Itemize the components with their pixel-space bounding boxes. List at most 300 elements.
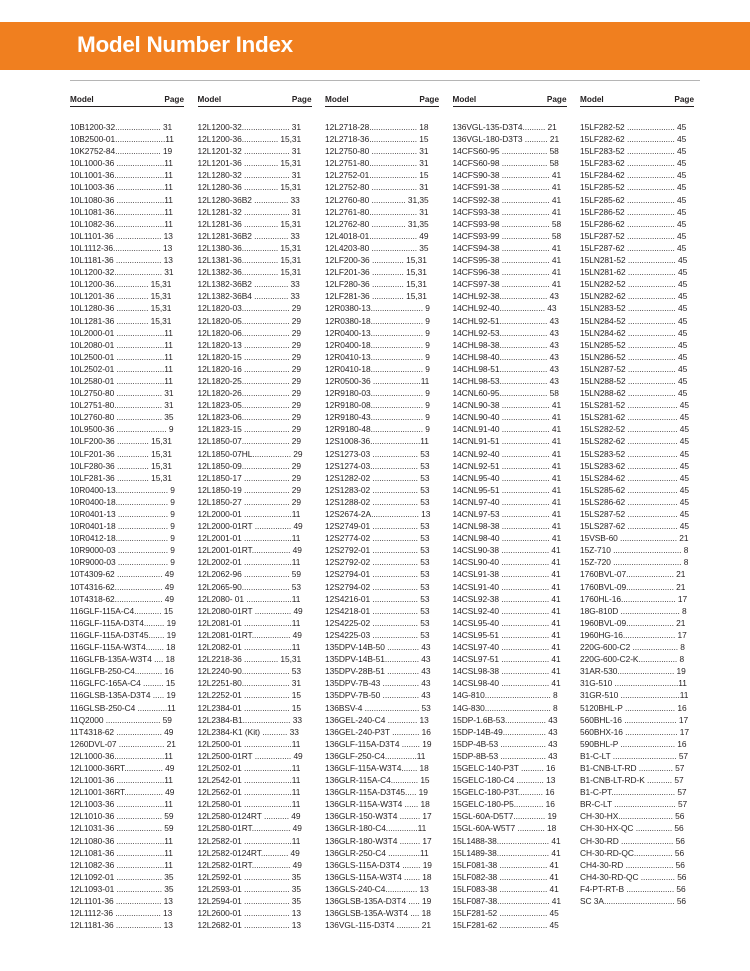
index-entry: 10L9500-36 ...................... 9	[70, 424, 174, 435]
index-entry: 12L2002-01 .....................11	[197, 557, 301, 568]
index-entry: 15LF286-52 ..................... 45	[580, 206, 687, 217]
index-entry: 12L1380-36................ 15,31	[197, 242, 302, 253]
index-entry: 12L2384-K1 (Kit) ........... 33	[197, 726, 299, 737]
index-entry: 11Q2000 ........................ 59	[70, 714, 172, 725]
column-header	[198, 93, 312, 107]
index-entry: 12L1820-03..................... 29	[197, 303, 302, 314]
index-entry: 10L1001-36......................11	[70, 170, 173, 181]
index-entry: 10L1281-36 .............. 15,31	[70, 315, 172, 326]
index-entry: 12L1382-36B2 ............... 33	[197, 279, 300, 290]
index-entry: 14CSL97-51 ..................... 41	[452, 654, 561, 665]
index-column	[70, 93, 184, 931]
index-entry: B1-C-LT ............................ 57	[580, 750, 689, 761]
index-entry: 136GLSB-135A-W3T4 .... 18	[325, 908, 431, 919]
index-entry: 14CHL98-53..................... 43	[452, 375, 559, 386]
index-entry: 15LS286-62 ...................... 45	[580, 496, 689, 507]
index-entry: 12L1000-36RT................. 49	[70, 762, 175, 773]
index-entry: 12L1080-36 .....................11	[70, 835, 173, 846]
index-entry: 10K2752-84.................... 19	[70, 146, 173, 157]
index-entry: 15GL-60A-D5T7.............. 19	[452, 811, 557, 822]
index-entry: 15LF285-62 ..................... 45	[580, 194, 687, 205]
index-entry: 12S1282-02 .................... 53	[325, 472, 430, 483]
index-entry: 136GEL-240-C4 ............. 13	[325, 714, 429, 725]
page-heading: Page	[674, 95, 694, 104]
index-entry: 12L1281-32 .................... 31	[197, 206, 302, 217]
index-entry: 12L1001-36RT................. 49	[70, 787, 175, 798]
index-entry: 15LN281-52 ..................... 45	[580, 255, 688, 266]
index-entry: CH4-30-RD-QC ............... 56	[580, 871, 687, 882]
index-entry: 12R9180-43....................... 9	[325, 412, 430, 423]
index-entry: 14CNL98-40 ..................... 41	[452, 533, 562, 544]
index-entry: 136GLF-250-C4..............11	[325, 750, 426, 761]
index-entry: 136VGL-180-D3T3 .......... 21	[452, 134, 560, 145]
index-entry: 14CNL91-40 ..................... 41	[452, 424, 562, 435]
index-entry: 10L1081-36......................11	[70, 206, 173, 217]
index-entry: 12L1820-15 .................... 29	[197, 351, 302, 362]
index-entry: 12L1382-36B4 ............... 33	[197, 291, 300, 302]
index-entry: 15LF281-52 ..................... 45	[452, 908, 559, 919]
index-entry: 1760HL-16........................ 17	[580, 593, 688, 604]
index-entry: 15LS287-62 ...................... 45	[580, 521, 689, 532]
index-entry: 12L2000-01RT ................ 49	[197, 521, 303, 532]
index-entry: 15L1488-38....................... 41	[452, 835, 561, 846]
index-entry: 12L1850-27 .................... 29	[197, 496, 302, 507]
index-entry: 10L2500-01 .....................11	[70, 351, 173, 362]
index-entry: 10L2751-80..................... 31	[70, 400, 174, 411]
index-entry: 15DP-1.6B-53.................. 43	[452, 714, 558, 725]
index-entry: 14CNL91-51 ..................... 41	[452, 436, 562, 447]
index-entry: 12L1031-36 .................... 59	[70, 823, 174, 834]
index-entry: 10L1080-36 .....................11	[70, 194, 173, 205]
index-entry: 12L2594-01 .................... 35	[197, 896, 302, 906]
index-entry: 14CFS93-98 ..................... 58	[452, 218, 562, 229]
index-entry: 10LF280-36 .............. 15,31	[70, 460, 172, 471]
index-entry: 12L2718-28..................... 18	[325, 122, 429, 132]
index-entry: 14CNL95-51 ..................... 41	[452, 484, 562, 495]
page-title: Model Number Index	[77, 32, 293, 57]
index-entry: 12S2792-02 .................... 53	[325, 557, 430, 568]
index-entry: 220G-600-C2-K................. 8	[580, 654, 685, 665]
index-entry: 116GLFC-165A-C4 ......... 15	[70, 678, 176, 689]
index-entry: 31AR-530......................... 19	[580, 666, 686, 677]
index-entry: 12LF201-36 .............. 15,31	[325, 267, 427, 278]
index-entry: 15LS282-52 ...................... 45	[580, 424, 689, 435]
index-entry: 1260DVL-07 .................... 21	[70, 738, 176, 749]
index-entry: 15LF087-38....................... 41	[452, 896, 562, 906]
index-entry: 5120BHL-P ...................... 16	[580, 702, 687, 713]
index-entry: 10L2760-80 .................... 35	[70, 412, 174, 423]
index-entry: 116GLFB-250-C4............ 16	[70, 666, 174, 677]
index-entry: 10B2500-01......................11	[70, 134, 174, 145]
index-entry: 12S4216-01 .................... 53	[325, 593, 430, 604]
index-entry: 12L1280-32 .................... 31	[197, 170, 302, 181]
index-entry: 136GLR-180-W3T4 ......... 17	[325, 835, 432, 846]
index-entry: 15LN287-52 ..................... 45	[580, 363, 688, 374]
index-entry: 136GLF-115A-W3T4....... 18	[325, 762, 429, 773]
index-entry: 12R0380-13....................... 9	[325, 303, 430, 314]
index-entry: 12L1200-32..................... 31	[197, 122, 302, 132]
index-entry: 135DPV-7B-43 ................ 43	[325, 678, 431, 689]
index-entry: 12L4018-01..................... 49	[325, 230, 429, 241]
index-entry: 12L2761-80..................... 31	[325, 206, 429, 217]
index-entry: 15DP-4B-53 .................... 43	[452, 738, 558, 749]
index-entry: 12L1281-36B2 ............... 33	[197, 230, 300, 241]
index-entry: 136GLR-250-C4 ..............11	[325, 847, 429, 858]
model-heading: Model	[325, 95, 349, 104]
index-entry: 12L1101-36 .................... 13	[70, 896, 173, 906]
index-entry: 12R0500-36 .....................11	[325, 375, 430, 386]
index-entry: 12R9180-03....................... 9	[325, 388, 430, 399]
index-entry: 12LF281-36 .............. 15,31	[325, 291, 427, 302]
index-entry: 14CHL92-40.................... 43	[452, 303, 557, 314]
index-entry: 12L1093-01 .................... 35	[70, 883, 174, 894]
model-heading: Model	[70, 95, 94, 104]
index-entry: 12LF200-36 .............. 15,31	[325, 255, 427, 266]
index-entry: 12L2251-80..................... 31	[197, 678, 302, 689]
index-entry: 10T4316-62..................... 49	[70, 581, 174, 592]
index-entry: 10L1082-36......................11	[70, 218, 173, 229]
index-entry: 116GLF-115A-W3T4........ 18	[70, 642, 176, 653]
index-entry: B1-C-PT............................ 57	[580, 787, 687, 798]
index-entry: 15LN282-62 ..................... 45	[580, 291, 688, 302]
index-entry: 15GELC-180-C4 ............ 13	[452, 775, 556, 786]
index-entry: 12L2760-80 ............... 31,35	[325, 194, 429, 205]
page-heading: Page	[291, 95, 312, 104]
index-entry: 10L2580-01 .....................11	[70, 375, 173, 386]
index-entry: 10L2080-01 .....................11	[70, 339, 173, 350]
index-entry: 12R9180-08....................... 9	[325, 400, 430, 411]
index-entry: 136GLSB-135A-D3T4 ..... 19	[325, 896, 432, 906]
index-entry: 116GLSB-135A-D3T4 ..... 19	[70, 690, 176, 701]
index-entry: 12L1820-25..................... 29	[197, 375, 302, 386]
column-header	[453, 93, 567, 107]
index-entry: 1760BVL-07..................... 21	[580, 569, 686, 580]
index-entry: 10R0401-18 ...................... 9	[70, 521, 175, 532]
column-header	[70, 93, 184, 107]
index-entry: 14CNL92-51 ..................... 41	[452, 460, 562, 471]
index-column	[580, 93, 694, 931]
index-entry: 31G-510 ............................11	[580, 678, 687, 689]
index-entry: 136VGL-135-D3T4.......... 21	[452, 122, 557, 132]
index-entry: 14CNL97-40 ..................... 41	[452, 496, 562, 507]
index-entry: 10L1200-36............... 15,31	[70, 279, 172, 290]
column-header	[325, 93, 439, 107]
index-entry: 12S2794-02 .................... 53	[325, 581, 430, 592]
index-entry: 116GLSB-250-C4 .............11	[70, 702, 176, 713]
index-entry: 12R0400-13....................... 9	[325, 327, 430, 338]
index-entry: 12L1823-15 .................... 29	[197, 424, 302, 435]
index-entry: 12L1382-36................ 15,31	[197, 267, 302, 278]
index-entry: 135DPV-14B-51............... 43	[325, 654, 431, 665]
index-entry: 116GLF-115A-D3T45....... 19	[70, 629, 176, 640]
index-entry: 14CFS93-38 ..................... 41	[452, 206, 562, 217]
index-entry: 12L2500-01 .....................11	[197, 738, 301, 749]
index-column	[453, 93, 567, 931]
index-entry: 15LF287-62 ..................... 45	[580, 242, 687, 253]
index-entry: 10R9000-03 ...................... 9	[70, 557, 175, 568]
index-entry: 12L1082-36 .....................11	[70, 859, 173, 870]
index-entry: 15LN282-52 ..................... 45	[580, 279, 688, 290]
index-entry: CH-30-RD-QC................. 56	[580, 847, 685, 858]
index-entry: 12L2384-01 .................... 15	[197, 702, 302, 713]
index-entry: 12L1200-36................ 15,31	[197, 134, 302, 145]
index-entry: 136GLR-115A-W3T4 ...... 18	[325, 799, 430, 810]
model-heading: Model	[197, 95, 222, 104]
index-entry: CH-30-HX-QC ................ 56	[580, 823, 684, 834]
index-entry: 12L2081-01 .....................11	[197, 617, 301, 628]
index-entry: 12S1008-36......................11	[325, 436, 429, 447]
index-entry: 136GLS-240-C4.............. 13	[325, 883, 429, 894]
index-entry: 12L2751-80..................... 31	[325, 158, 429, 169]
index-entry: 14CSL92-40 ..................... 41	[452, 605, 561, 616]
index-entry: 590BHL-P ........................ 16	[580, 738, 687, 749]
index-entry: 12L2580-0124RT ........... 49	[197, 811, 301, 822]
index-entry: 15GELC-140-P3T .......... 16	[452, 762, 556, 773]
index-entry: BR-C-LT ........................... 57	[580, 799, 688, 810]
index-entry: 116GLFB-135A-W3T4 .... 18	[70, 654, 175, 665]
index-entry: 12S2674-2A..................... 13	[325, 509, 431, 519]
index-entry: 10R9000-03 ...................... 9	[70, 545, 175, 556]
index-entry: SC 3A............................... 56	[580, 896, 687, 906]
index-entry: 12L2752-01..................... 15	[325, 170, 429, 181]
index-entry: 14CNL60-95..................... 58	[452, 388, 559, 399]
index-entry: B1-CNB-LT-RD ............... 57	[580, 762, 685, 773]
index-entry: 15LN286-52 ..................... 45	[580, 351, 688, 362]
index-entry: 10L1112-36..................... 13	[70, 242, 173, 253]
index-entry: 12L1823-05..................... 29	[197, 400, 302, 411]
index-entry: 116GLF-115A-D3T4......... 19	[70, 617, 176, 628]
index-entry: 15LF285-52 ..................... 45	[580, 182, 687, 193]
index-entry: CH-30-RD ....................... 56	[580, 835, 685, 846]
index-entry: 15LN288-62 ..................... 45	[580, 388, 688, 399]
index-entry: 10L2750-80 .................... 31	[70, 388, 174, 399]
index-entry: 15LF081-38 ..................... 41	[452, 859, 559, 870]
index-entry: 12L2592-01 .................... 35	[197, 871, 302, 882]
index-entry: 10B1200-32.................... 31	[70, 122, 173, 132]
index-entry: 12S4225-02 .................... 53	[325, 617, 430, 628]
index-entry: 14G-830............................. 8	[452, 702, 558, 713]
index-entry: 12L1280-36B2 ............... 33	[197, 194, 300, 205]
index-column	[325, 93, 439, 931]
index-entry: 14CHL92-51..................... 43	[452, 315, 559, 326]
index-entry: 12L2718-36..................... 15	[325, 134, 429, 145]
page-heading: Page	[164, 95, 184, 104]
index-entry: 136GLR-115A-C4............ 15	[325, 775, 430, 786]
index-entry: 12L1820-26..................... 29	[197, 388, 302, 399]
index-entry: 12L2001-01RT................. 49	[197, 545, 302, 556]
index-entry: B1-CNB-LT-RD-K ........... 57	[580, 775, 684, 786]
index-entry: 12L2542-01 .....................11	[197, 775, 301, 786]
index-entry: 10R0412-18....................... 9	[70, 533, 175, 544]
index-entry: 12L2562-01 .....................11	[197, 787, 301, 798]
index-entry: 14CSL97-40 ..................... 41	[452, 642, 561, 653]
index-entry: 15LF082-38 ..................... 41	[452, 871, 559, 882]
index-entry: 12L1001-36 .....................11	[70, 775, 173, 786]
index-entry: 10R0400-13....................... 9	[70, 484, 175, 495]
index-entry: 12L1850-09..................... 29	[197, 460, 302, 471]
model-heading: Model	[580, 95, 604, 104]
index-entry: 14CFS60-95 .................... 58	[452, 146, 559, 157]
index-entry: 12S1288-02 .................... 53	[325, 496, 430, 507]
index-entry: 14CFS93-99 ..................... 58	[452, 230, 562, 241]
index-entry: 10R0401-13 ...................... 9	[70, 509, 175, 519]
index-entry: 12L1010-36 .................... 59	[70, 811, 174, 822]
index-entry: 10L1000-36 .....................11	[70, 158, 173, 169]
index-entry: 14CFS97-38 ..................... 41	[452, 279, 562, 290]
index-entry: 12L2582-0124RT............ 49	[197, 847, 300, 858]
index-entry: 15GELC-180-P5............. 16	[452, 799, 555, 810]
index-entry: 14CSL91-40 ..................... 41	[452, 581, 561, 592]
index-entry: 12L2082-01 .....................11	[197, 642, 301, 653]
index-entry: 15DP-8B-53 .................... 43	[452, 750, 558, 761]
index-entry: 10T4318-62..................... 49	[70, 593, 174, 604]
index-entry: 15LF287-52 ..................... 45	[580, 230, 687, 241]
index-entry: 14CSL92-38 ..................... 41	[452, 593, 561, 604]
index-entry: 12R9180-48....................... 9	[325, 424, 430, 435]
index-entry: 12L1850-17 .................... 29	[197, 472, 302, 483]
index-entry: 12L2062-96 .................... 59	[197, 569, 302, 580]
index-entry: 14CFS90-38 ..................... 41	[452, 170, 562, 181]
index-entry: 116GLF-115A-C4............ 15	[70, 605, 173, 616]
index-entry: 10L1201-36 .............. 15,31	[70, 291, 172, 302]
index-entry: 12L1201-32 .................... 31	[197, 146, 302, 157]
index-entry: 14CNL98-38 ..................... 41	[452, 521, 562, 532]
index-entry: 10L2000-01 .....................11	[70, 327, 173, 338]
index-entry: 136BSV-4 ........................ 53	[325, 702, 431, 713]
index-entry: 14G-810............................. 8	[452, 690, 558, 701]
index-entry: 15LF281-62 ..................... 45	[452, 920, 559, 931]
index-entry: 15LS284-62 ...................... 45	[580, 472, 689, 483]
index-entry: 1760BVL-09..................... 21	[580, 581, 686, 592]
page-heading: Page	[546, 95, 567, 104]
index-entry: 14CHL98-38..................... 43	[452, 339, 559, 350]
index-entry: F4-PT-RT-B ..................... 56	[580, 883, 686, 894]
index-entry: 15LF083-38 ..................... 41	[452, 883, 559, 894]
index-entry: 15LF284-62 ..................... 45	[580, 170, 687, 181]
index-entry: 12L1850-07HL................. 29	[197, 448, 303, 459]
index-entry: 12L1112-36 .................... 13	[70, 908, 173, 919]
index-entry: CH4-30-RD ..................... 56	[580, 859, 685, 870]
index-entry: 15LF282-62 ..................... 45	[580, 134, 687, 145]
index-entry: 15L1489-38....................... 41	[452, 847, 561, 858]
index-entry: 12L1820-06..................... 29	[197, 327, 302, 338]
index-entry: 10T4309-62 .................... 49	[70, 569, 174, 580]
page-heading: Page	[419, 95, 439, 104]
index-entry: 12L1081-36 .....................11	[70, 847, 173, 858]
index-entry: 15VSB-60 ......................... 21	[580, 533, 689, 544]
index-entry: 12LF280-36 .............. 15,31	[325, 279, 427, 290]
index-entry: 12L2384-B1..................... 33	[197, 714, 302, 725]
index-entry: 12L2682-01 .................... 13	[197, 920, 302, 931]
index-entry: 12L2080- 01 ....................11	[197, 593, 301, 604]
index-entry: 12L2752-80 .................... 31	[325, 182, 429, 193]
index-entry: 12L2252-01 .................... 15	[197, 690, 302, 701]
header-banner	[0, 22, 750, 70]
index-entry: 12L1181-36 .................... 13	[70, 920, 173, 931]
index-entry: 14CSL95-51 ..................... 41	[452, 629, 561, 640]
index-entry: 15Z-710 .............................. 8	[580, 545, 689, 556]
index-entry: 12L1092-01 .................... 35	[70, 871, 174, 882]
index-entry: 12L2593-01 .................... 35	[197, 883, 302, 894]
index-entry: 15LN284-52 ..................... 45	[580, 315, 688, 326]
index-entry: 14CFS94-38 ..................... 41	[452, 242, 562, 253]
index-entry: 15GELC-180-P3T........... 16	[452, 787, 555, 798]
index-entry: 14CNL95-40 ..................... 41	[452, 472, 562, 483]
index-entry: 14CHL98-40..................... 43	[452, 351, 559, 362]
index-entry: 15LN281-62 ..................... 45	[580, 267, 688, 278]
index-entry: 12L2750-80 .................... 31	[325, 146, 429, 157]
index-entry: 14CNL90-40 ..................... 41	[452, 412, 562, 423]
index-entry: 10LF281-36 .............. 15,31	[70, 472, 172, 483]
index-entry: 10LF200-36 .............. 15,31	[70, 436, 172, 447]
index-entry: 12S1274-03..................... 53	[325, 460, 430, 471]
index-entry: 14CNL90-38 ..................... 41	[452, 400, 562, 411]
index-entry: 12L1850-07..................... 29	[197, 436, 302, 447]
index-entry: 12L2582-01 .....................11	[197, 835, 301, 846]
index-column	[198, 93, 312, 931]
index-entry: 135DPV-28B-51 .............. 43	[325, 666, 431, 677]
index-entry: 136GLR-115A-D3T45..... 19	[325, 787, 428, 798]
index-entry: 15DP-14B-49................... 43	[452, 726, 558, 737]
index-entry: 12L1820-13 .................... 29	[197, 339, 302, 350]
index-entry: 12L1381-36................ 15,31	[197, 255, 302, 266]
index-entry: 14CSL95-40 ..................... 41	[452, 617, 561, 628]
index-entry: 12L2580-01 .....................11	[197, 799, 301, 810]
index-entry: 14CFS95-38 ..................... 41	[452, 255, 562, 266]
index-entry: 12L2600-01 .................... 13	[197, 908, 302, 919]
index-entry: 136VGL-115-D3T4 .......... 21	[325, 920, 431, 931]
index-entry: 14CFS91-38 ..................... 41	[452, 182, 562, 193]
index-entry: 136GEL-240-P3T ............ 16	[325, 726, 431, 737]
index-entry: 12L1850-19 .................... 29	[197, 484, 302, 495]
index-entry: 14CHL98-51..................... 43	[452, 363, 559, 374]
index-entry: 12R0380-18....................... 9	[325, 315, 430, 326]
index-entry: 136GLR-150-W3T4 ......... 17	[325, 811, 432, 822]
index-entry: 12S4218-01 .................... 53	[325, 605, 430, 616]
index-entry: 14CFS60-98 .................... 58	[452, 158, 559, 169]
index-entry: 12L2000-01 .....................11	[197, 509, 301, 519]
index-entry: 12L2580-01RT................. 49	[197, 823, 302, 834]
index-entry: CH-30-HX........................ 56	[580, 811, 685, 822]
index-entry: 12L2065-90..................... 53	[197, 581, 302, 592]
model-heading: Model	[452, 95, 477, 104]
index-entry: 12L1823-06..................... 29	[197, 412, 302, 423]
index-entry: 15LS285-62 ...................... 45	[580, 484, 689, 495]
index-entry: 14CSL98-40 ..................... 41	[452, 678, 561, 689]
index-entry: 12L4203-80 .................... 35	[325, 242, 429, 253]
index-entry: 136GLS-115A-W3T4 ....... 18	[325, 871, 432, 882]
index-entry: 136GLR-180-C4..............11	[325, 823, 427, 834]
index-entry: 15LS287-52 ...................... 45	[580, 509, 689, 519]
index-entry: 12L1820-16 .................... 29	[197, 363, 302, 374]
index-entry: 136GLF-115A-D3T4 ........ 19	[325, 738, 432, 749]
index-entry: 12L2762-80 ............... 31,35	[325, 218, 429, 229]
index-entry: 12L2500-01RT ................ 49	[197, 750, 303, 761]
index-entry: 15LF282-52 ..................... 45	[580, 122, 687, 132]
index-entry: 14CFS92-38 ..................... 41	[452, 194, 562, 205]
index-entry: 14CSL91-38 ..................... 41	[452, 569, 561, 580]
index-entry: 14CHL92-38..................... 43	[452, 291, 559, 302]
index-entry: 15LF283-52 ..................... 45	[580, 146, 687, 157]
divider-rule	[70, 80, 700, 81]
index-entry: 14CSL90-38 ..................... 41	[452, 545, 561, 556]
index-entry: 14CHL92-53..................... 43	[452, 327, 559, 338]
index-entry: 18G-810D .......................... 8	[580, 605, 687, 616]
index-entry: 10LF201-36 .............. 15,31	[70, 448, 172, 459]
index-entry: 15LS283-52 ...................... 45	[580, 448, 689, 459]
index-entry: 15LN288-52 ..................... 45	[580, 375, 688, 386]
index-entry: 10L1101-36 .................... 13	[70, 230, 173, 241]
